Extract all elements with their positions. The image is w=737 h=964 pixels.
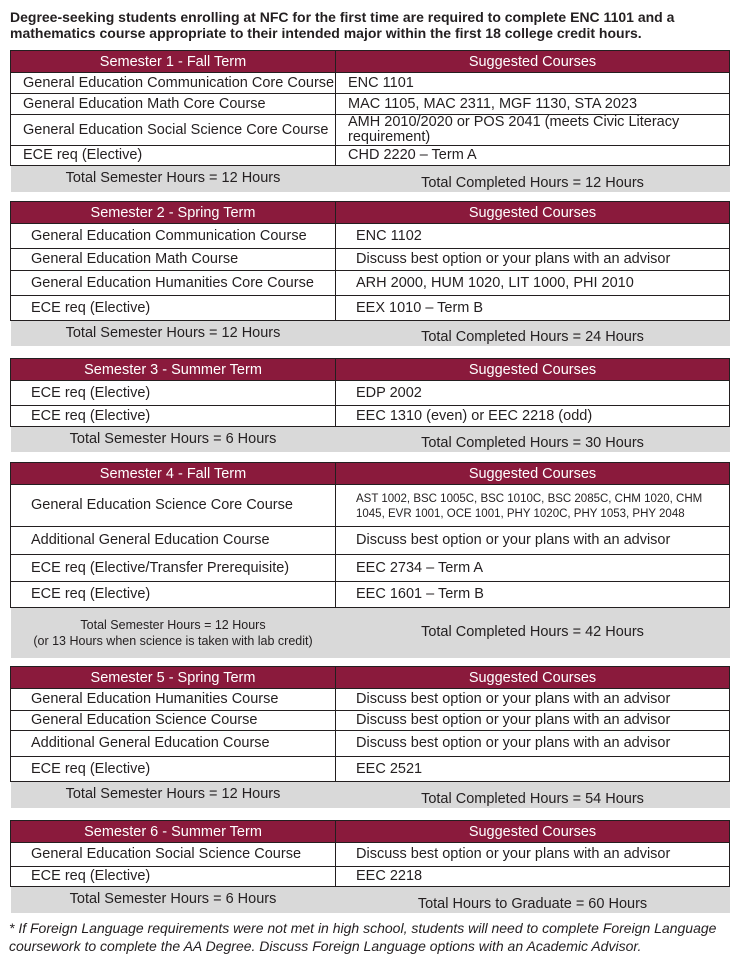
semester-title: Semester 2 - Spring Term	[11, 202, 336, 224]
course-cell: Discuss best option or your plans with an advisor	[336, 689, 730, 711]
semester-title: Semester 5 - Spring Term	[11, 667, 336, 689]
table-row	[11, 527, 730, 555]
requirement-cell: General Education Communication Core Course	[11, 73, 336, 94]
course-cell: EEX 1010 – Term B	[336, 296, 730, 321]
course-cell: Discuss best option or your plans with an advisor	[336, 711, 730, 731]
table-row	[11, 406, 730, 427]
course-cell: Discuss best option or your plans with an advisor	[336, 249, 730, 271]
course-cell: AMH 2010/2020 or POS 2041 (meets Civic Literacy requirement)	[336, 115, 730, 146]
course-cell: EEC 1601 – Term B	[336, 582, 730, 608]
requirement-cell: ECE req (Elective)	[11, 582, 336, 608]
table-row	[11, 146, 730, 166]
requirement-cell: General Education Math Core Course	[11, 94, 336, 115]
total-completed-hours: Total Completed Hours = 24 Hours	[336, 321, 730, 346]
semester-5-table	[10, 666, 730, 808]
table-row	[11, 73, 730, 94]
requirement-cell: General Education Science Core Course	[11, 485, 336, 527]
requirement-cell: ECE req (Elective)	[11, 867, 336, 887]
total-row	[11, 427, 730, 452]
intro-note: Degree-seeking students enrolling at NFC for the first time are required to complete ENC 1101 and a mathematics course appropriate to their intended major within the first 18 college credit hours.	[10, 9, 675, 41]
table-row	[11, 94, 730, 115]
table-header-row	[11, 202, 730, 224]
semester-3-table	[10, 358, 730, 452]
total-completed-hours: Total Completed Hours = 12 Hours	[336, 166, 730, 192]
suggested-courses-header: Suggested Courses	[336, 821, 730, 843]
course-cell: EEC 2521	[336, 757, 730, 782]
semester-4-table	[10, 462, 730, 658]
requirement-cell: ECE req (Elective)	[11, 757, 336, 782]
total-semester-hours: Total Semester Hours = 6 Hours	[11, 427, 336, 452]
course-cell: ENC 1102	[336, 224, 730, 249]
table-row	[11, 115, 730, 146]
course-cell: EEC 2734 – Term A	[336, 555, 730, 582]
total-semester-hours: Total Semester Hours = 6 Hours	[11, 887, 336, 913]
course-cell: ENC 1101	[336, 73, 730, 94]
requirement-cell: ECE req (Elective)	[11, 381, 336, 406]
requirement-cell: ECE req (Elective)	[11, 146, 336, 166]
table-row	[11, 689, 730, 711]
total-row	[11, 608, 730, 658]
total-hours-to-graduate: Total Hours to Graduate = 60 Hours	[336, 887, 730, 913]
suggested-courses-header: Suggested Courses	[336, 463, 730, 485]
table-row	[11, 555, 730, 582]
semester-title: Semester 6 - Summer Term	[11, 821, 336, 843]
suggested-courses-header: Suggested Courses	[336, 667, 730, 689]
requirement-cell: General Education Humanities Core Course	[11, 271, 336, 296]
total-semester-hours-line2: (or 13 Hours when science is taken with lab credit)	[33, 633, 313, 648]
table-row	[11, 867, 730, 887]
requirement-cell: General Education Social Science Core Course	[11, 115, 336, 146]
suggested-courses-header: Suggested Courses	[336, 359, 730, 381]
course-cell: CHD 2220 – Term A	[336, 146, 730, 166]
table-row	[11, 249, 730, 271]
table-header-row	[11, 667, 730, 689]
total-semester-hours: Total Semester Hours = 12 Hours	[11, 166, 336, 192]
requirement-cell: ECE req (Elective)	[11, 406, 336, 427]
requirement-cell: ECE req (Elective/Transfer Prerequisite)	[11, 555, 336, 582]
total-completed-hours: Total Completed Hours = 42 Hours	[336, 608, 730, 658]
semester-1-table	[10, 50, 730, 192]
suggested-courses-header: Suggested Courses	[336, 51, 730, 73]
semester-title: Semester 3 - Summer Term	[11, 359, 336, 381]
total-semester-hours	[11, 608, 336, 658]
total-semester-hours-line1: Total Semester Hours = 12 Hours	[80, 617, 266, 632]
total-row	[11, 166, 730, 192]
foreign-language-footnote: * If Foreign Language requirements were not met in high school, students will need to complete Foreign Language coursework to complete the AA Degree. Discuss Foreign Language options with an Academic Advisor.	[9, 920, 717, 954]
course-cell: Discuss best option or your plans with an advisor	[336, 527, 730, 555]
course-cell: Discuss best option or your plans with an advisor	[336, 731, 730, 757]
course-cell: EDP 2002	[336, 381, 730, 406]
requirement-cell: General Education Humanities Course	[11, 689, 336, 711]
total-semester-hours: Total Semester Hours = 12 Hours	[11, 782, 336, 808]
table-header-row	[11, 821, 730, 843]
table-row	[11, 224, 730, 249]
table-row	[11, 271, 730, 296]
table-header-row	[11, 51, 730, 73]
course-cell: ARH 2000, HUM 1020, LIT 1000, PHI 2010	[336, 271, 730, 296]
requirement-cell: Additional General Education Course	[11, 527, 336, 555]
table-row	[11, 731, 730, 757]
semester-title: Semester 4 - Fall Term	[11, 463, 336, 485]
total-completed-hours: Total Completed Hours = 54 Hours	[336, 782, 730, 808]
table-row	[11, 843, 730, 867]
requirement-cell: General Education Math Course	[11, 249, 336, 271]
course-cell: MAC 1105, MAC 2311, MGF 1130, STA 2023	[336, 94, 730, 115]
requirement-cell: General Education Social Science Course	[11, 843, 336, 867]
course-cell: EEC 2218	[336, 867, 730, 887]
total-semester-hours: Total Semester Hours = 12 Hours	[11, 321, 336, 346]
course-cell: EEC 1310 (even) or EEC 2218 (odd)	[336, 406, 730, 427]
table-row	[11, 582, 730, 608]
table-row	[11, 296, 730, 321]
semester-6-table	[10, 820, 730, 913]
table-header-row	[11, 359, 730, 381]
requirement-cell: Additional General Education Course	[11, 731, 336, 757]
table-row	[11, 485, 730, 527]
semester-title: Semester 1 - Fall Term	[11, 51, 336, 73]
table-row	[11, 711, 730, 731]
suggested-courses-header: Suggested Courses	[336, 202, 730, 224]
total-completed-hours: Total Completed Hours = 30 Hours	[336, 427, 730, 452]
course-cell: AST 1002, BSC 1005C, BSC 1010C, BSC 2085C, CHM 1020, CHM 1045, EVR 1001, OCE 1001, PHY 1020C, PHY 1053, PHY 2048	[336, 485, 730, 527]
semester-2-table	[10, 201, 730, 346]
total-row	[11, 887, 730, 913]
table-header-row	[11, 463, 730, 485]
requirement-cell: ECE req (Elective)	[11, 296, 336, 321]
total-row	[11, 321, 730, 346]
table-row	[11, 381, 730, 406]
requirement-cell: General Education Science Course	[11, 711, 336, 731]
total-row	[11, 782, 730, 808]
table-row	[11, 757, 730, 782]
requirement-cell: General Education Communication Course	[11, 224, 336, 249]
course-cell: Discuss best option or your plans with an advisor	[336, 843, 730, 867]
